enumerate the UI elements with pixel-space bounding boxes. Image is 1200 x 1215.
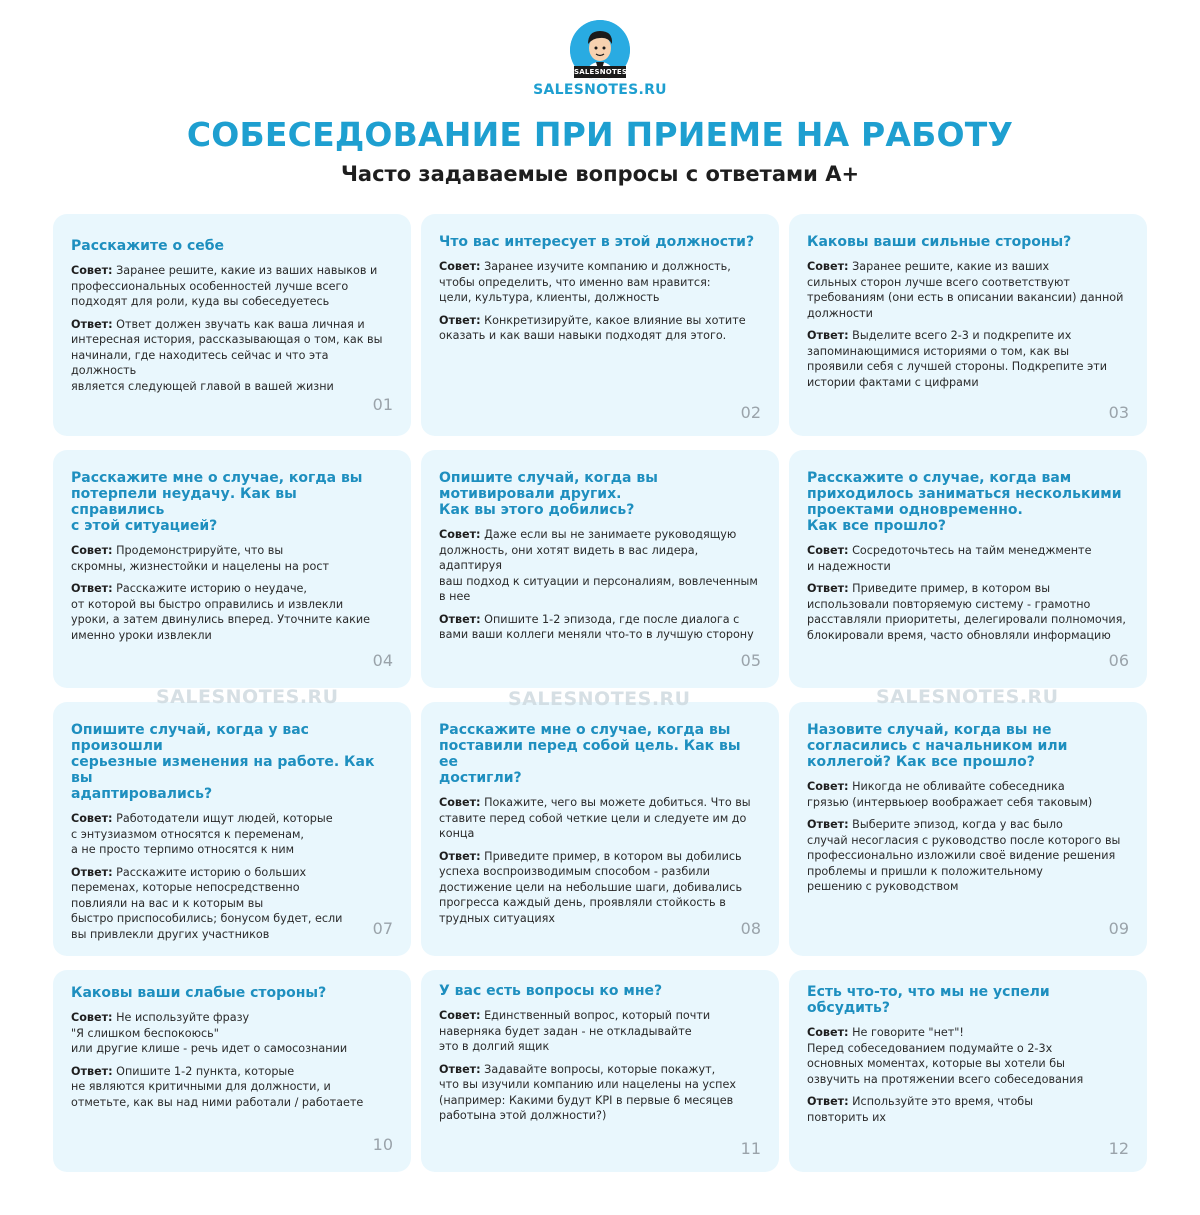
answer-text: Задавайте вопросы, которые покажут, что вы изучили компанию или нацелены на успех (например: Какими будут KPI в первые 6 месяцев работына этой должности?)	[439, 1062, 736, 1122]
card-answer	[439, 612, 761, 643]
answer-text: Опишите 1-2 эпизода, где после диалога с вами ваши коллеги меняли что-то в лучшую сторону	[439, 612, 754, 641]
answer-text: Используйте это время, чтобы повторить их	[807, 1095, 1034, 1124]
answer-label: Ответ:	[71, 1064, 113, 1078]
card-number: 04	[372, 651, 393, 670]
question-card	[789, 214, 1147, 436]
tip-text: Заранее решите, какие из ваших навыков и профессиональных особенностей лучше всего подходят для роли, куда вы собеседуетесь	[71, 264, 378, 308]
tip-text: Заранее изучите компанию и должность, чтобы определить, что именно вам нравится: цели, культура, клиенты, должность	[439, 260, 731, 304]
answer-text: Выберите эпизод, когда у вас было случай несогласия с руководство после которого вы профессионально изложили своё видение решения проблемы и пришли к положительному решению с руководством	[807, 818, 1121, 893]
answer-label: Ответ:	[439, 849, 481, 863]
tip-label: Совет:	[71, 1011, 113, 1024]
question-card	[789, 450, 1147, 688]
watermark: SALESNOTES.RU	[508, 688, 691, 710]
card-question: Есть что-то, что мы не успели обсудить?	[807, 984, 1050, 1016]
card-tip	[807, 543, 1129, 574]
site-name: SALESNOTES.RU	[533, 82, 667, 98]
tip-label: Совет:	[807, 1026, 849, 1039]
card-number: 02	[740, 403, 761, 422]
tip-text: Продемонстрируйте, что вы скромны, жизнестойки и нацелены на рост	[71, 544, 329, 573]
card-answer	[807, 328, 1129, 390]
tip-text: Единственный вопрос, который почти наверняка будет задан - не откладывайте это в долгий ящик	[439, 1009, 711, 1053]
card-answer	[71, 317, 393, 395]
tip-label: Совет:	[807, 260, 849, 273]
card-tip	[439, 527, 761, 605]
answer-text: Приведите пример, в котором вы добились успеха воспроизводимым способом - разбили достижение цели на небольшие шаги, добивались прогресса каждый день, проявляли стойкость в трудных ситуациях	[439, 849, 743, 925]
card-answer	[807, 1094, 1129, 1125]
page-subtitle: Часто задаваемые вопросы с ответами А+	[340, 162, 860, 186]
question-card	[421, 702, 779, 956]
question-card	[53, 214, 411, 436]
card-tip	[71, 543, 393, 574]
answer-label: Ответ:	[439, 612, 481, 626]
card-answer	[439, 849, 761, 927]
card-number: 06	[1108, 651, 1129, 670]
card-number: 11	[740, 1139, 761, 1158]
tip-text: Покажите, чего вы можете добиться. Что вы ставите перед собой четкие цели и следуете им до конца	[439, 796, 751, 840]
answer-text: Ответ должен звучать как ваша личная и интересная история, рассказывающая о том, как вы начинали, где находитесь сейчас и что эта должность является следующей главой в вашей жизни	[71, 317, 383, 393]
answer-text: Расскажите историю о неудаче, от которой вы быстро оправились и извлекли уроки, а затем двинулись вперед. Уточните какие именно уроки извлекли	[71, 582, 371, 642]
question-card	[789, 970, 1147, 1172]
answer-label: Ответ:	[807, 582, 849, 595]
card-question: Опишите случай, когда у вас произошли серьезные изменения на работе. Как вы адаптировались?	[71, 722, 375, 802]
tip-label: Совет:	[71, 264, 113, 277]
tip-label: Совет:	[439, 796, 481, 809]
question-card	[53, 702, 411, 956]
card-tip	[439, 259, 761, 306]
answer-label: Ответ:	[71, 317, 113, 331]
tip-text: Сосредоточьтесь на тайм менеджменте и надежности	[807, 544, 1092, 573]
answer-text: Расскажите историю о больших переменах, которые непосредственно повлияли на вас и к которым вы быстро приспособились; бонусом будет, если вы привлекли других участников	[71, 865, 343, 941]
tip-text: Работодатели ищут людей, которые с энтузиазмом относятся к переменам, а не просто терпимо относятся к ним	[71, 812, 333, 856]
question-card	[421, 970, 779, 1172]
question-card	[421, 214, 779, 436]
watermark: SALESNOTES.RU	[876, 686, 1059, 708]
tip-label: Совет:	[71, 812, 113, 825]
card-number: 09	[1108, 919, 1129, 938]
answer-text: Опишите 1-2 пункта, которые не являются критичными для должности, и отметьте, как вы над ними работали / работаете	[71, 1064, 364, 1109]
card-number: 01	[372, 395, 393, 414]
page-title: СОБЕСЕДОВАНИЕ ПРИ ПРИЕМЕ НА РАБОТУ	[186, 115, 1014, 154]
tip-text: Никогда не обливайте собеседника грязью (интервьюер воображает себя таковым)	[807, 780, 1093, 809]
card-tip	[807, 259, 1129, 321]
tip-text: Не говорите "нет"! Перед собеседованием подумайте о 2-3х основных моментах, которые вы хотели бы озвучить на протяжении всего собеседования	[807, 1026, 1084, 1086]
card-tip	[71, 811, 393, 858]
tip-label: Совет:	[439, 528, 481, 541]
answer-text: Конкретизируйте, какое влияние вы хотите оказать и как ваши навыки подходят для этого.	[439, 313, 746, 342]
logo-banner: SALESNOTES	[574, 68, 628, 76]
answer-label: Ответ:	[71, 865, 113, 879]
answer-label: Ответ:	[807, 1095, 849, 1108]
answer-text: Выделите всего 2-3 и подкрепите их запоминающимися историями о том, как вы проявили себя с лучшей стороны. Подкрепите эти истории фактами с цифрами	[807, 329, 1108, 389]
card-question: Опишите случай, когда вы мотивировали других. Как вы этого добились?	[439, 470, 658, 518]
card-question: Расскажите мне о случае, когда вы потерпели неудачу. Как вы справились с этой ситуацией?	[71, 470, 363, 534]
card-question: У вас есть вопросы ко мне?	[439, 983, 663, 999]
tip-text: Заранее решите, какие из ваших сильных сторон лучше всего соответствуют требованиям (они есть в описании вакансии) данной должности	[807, 260, 1124, 320]
question-card	[421, 450, 779, 688]
card-number: 03	[1108, 403, 1129, 422]
card-answer	[71, 1064, 393, 1111]
card-tip	[439, 1008, 761, 1055]
tip-label: Совет:	[71, 544, 113, 557]
card-answer	[807, 581, 1129, 643]
card-question: Расскажите о себе	[71, 238, 225, 254]
card-number: 10	[372, 1135, 393, 1154]
card-answer	[439, 313, 761, 344]
answer-label: Ответ:	[807, 329, 849, 342]
card-question: Каковы ваши слабые стороны?	[71, 985, 327, 1001]
answer-label: Ответ:	[71, 582, 113, 595]
card-tip	[807, 779, 1129, 810]
card-number: 05	[740, 651, 761, 670]
card-question: Расскажите о случае, когда вам приходилось заниматься несколькими проектами одновременно. Как все прошло?	[807, 470, 1122, 534]
header	[0, 0, 1200, 210]
tip-text: Не используйте фразу "Я слишком беспокоюсь" или другие клише - речь идет о самосознании	[71, 1011, 348, 1055]
question-card	[53, 450, 411, 688]
card-number: 08	[740, 919, 761, 938]
card-tip	[807, 1025, 1129, 1087]
card-number: 07	[372, 919, 393, 938]
card-answer	[71, 581, 393, 643]
watermark: SALESNOTES.RU	[156, 686, 339, 708]
tip-label: Совет:	[439, 1009, 481, 1022]
question-card	[53, 970, 411, 1172]
card-tip	[71, 1010, 393, 1057]
answer-label: Ответ:	[439, 313, 481, 327]
card-answer	[71, 865, 393, 943]
question-card	[789, 702, 1147, 956]
answer-label: Ответ:	[807, 818, 849, 831]
answer-label: Ответ:	[439, 1062, 481, 1076]
card-tip	[439, 795, 761, 842]
card-tip	[71, 263, 393, 310]
card-question: Каковы ваши сильные стороны?	[807, 234, 1072, 250]
card-number: 12	[1108, 1139, 1129, 1158]
card-question: Что вас интересует в этой должности?	[439, 234, 755, 250]
card-question: Назовите случай, когда вы не согласились с начальником или коллегой? Как все прошло?	[807, 722, 1068, 770]
answer-text: Приведите пример, в котором вы использовали повторяемую систему - грамотно расставляли приоритеты, делегировали полномочия, блокировали время, часто обновляли информацию	[807, 582, 1126, 642]
tip-label: Совет:	[439, 260, 481, 273]
card-question: Расскажите мне о случае, когда вы поставили перед собой цель. Как вы ее достигли?	[439, 722, 741, 786]
card-answer	[807, 817, 1129, 895]
tip-label: Совет:	[807, 544, 849, 557]
card-answer	[439, 1062, 761, 1124]
tip-label: Совет:	[807, 780, 849, 793]
tip-text: Даже если вы не занимаете руководящую должность, они хотят видеть в вас лидера, адаптируя ваш подход к ситуации и персоналиям, вовлеченным в нее	[439, 528, 758, 603]
